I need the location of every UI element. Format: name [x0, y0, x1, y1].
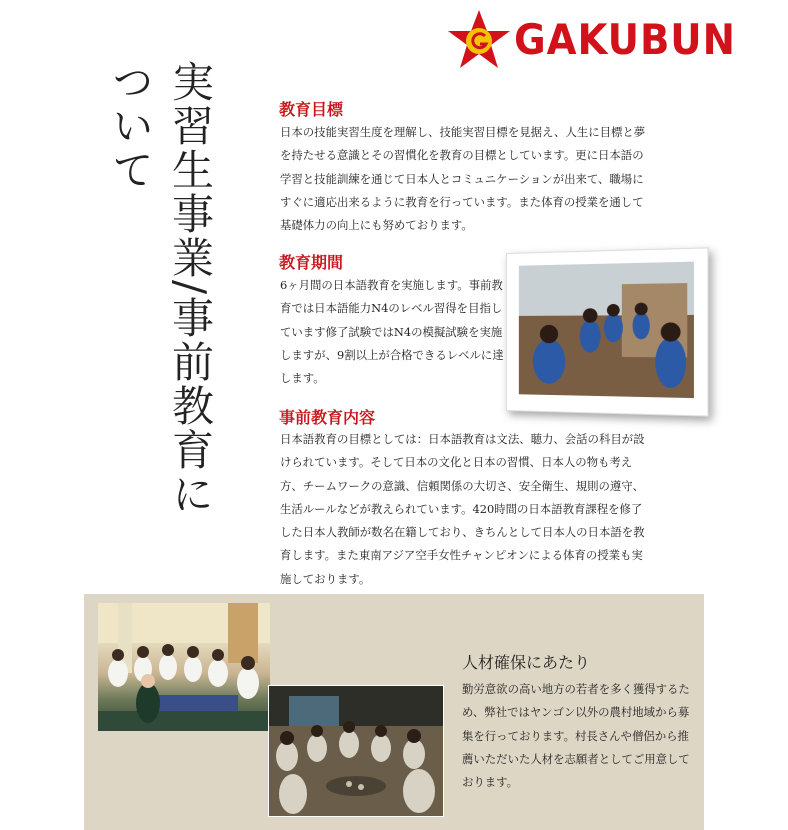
content-heading: 事前教育内容 [279, 408, 376, 427]
star-logo-icon [446, 8, 512, 72]
village-photo [268, 685, 444, 817]
classroom-illustration [519, 262, 694, 398]
goal-text: 日本の技能実習生度を理解し、技能実習目標を見据え、人生に目標と夢を持たせる意識とその習慣化を教育の目標としています。更に日本語の学習と技能訓練を通じて日本人とコミュニケーションが出来て、職場にすぐに適応出来るように教育を行っています。また体育の授業を通して基礎体力の向上にも努めております。 [280, 125, 646, 233]
logo-text: GAKUBUN [514, 15, 736, 64]
period-text: 6ヶ月間の日本語教育を実施します。事前教育では日本語能力N4のレベル習得を目指しています修了試験ではN4の模擬試験を実施しますが、9割以上が合格できるレベルに達します。 [280, 278, 504, 386]
recruit-heading: 人材確保にあたり [462, 653, 591, 672]
classroom-photo [506, 247, 709, 416]
period-heading: 教育期間 [279, 253, 344, 272]
page-title: 実習生事業/事前教育について [106, 60, 215, 517]
gakubun-logo [446, 8, 736, 72]
meeting-photo [98, 603, 270, 731]
content-text: 日本語教育の目標としては：日本語教育は文法、聴力、会話の科目が設けられています。そして日本の文化と日本の習慣、日本人の物も考え方、チームワークの意識、信頼関係の大切さ、安全衛生、規則の遵守、生活ルールなどが教えられています。420時間の日本語教育課程を修了した日本人教師が数名在籍しており、きちんとして日本人の日本語を教育します。また東南アジア空手女性チャンピオンによる体育の授業も実施しております。 [280, 432, 645, 586]
goal-heading: 教育目標 [279, 100, 344, 119]
recruit-text: 勤労意欲の高い地方の若者を多く獲得するため、弊社ではヤンゴン以外の農村地域から募集を行っております。村長さんや僧侶から推薦いただいた人材を志願者としてご用意しております。 [462, 682, 690, 790]
